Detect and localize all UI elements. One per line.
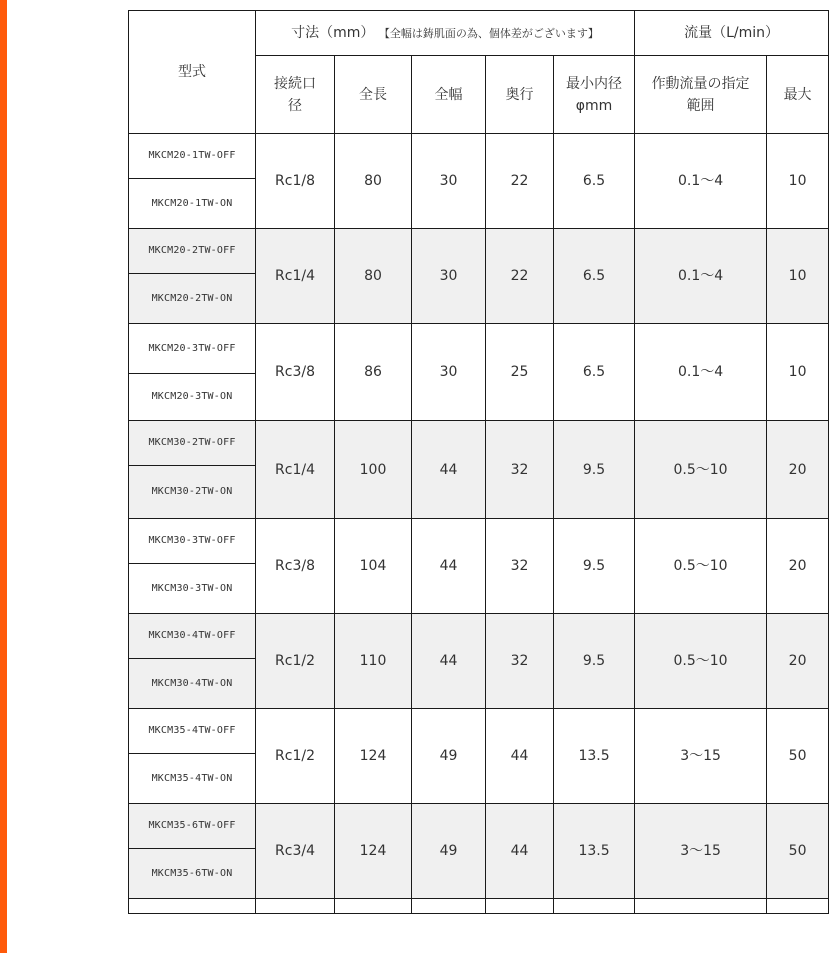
model-off: MKCM30-3TW-OFF [129,519,256,564]
cell-port: Rc1/2 [256,709,335,804]
model-on: MKCM20-2TW-ON [129,274,256,324]
cell-max: 50 [767,709,829,804]
spec-table [128,10,829,914]
header-width: 全幅 [412,56,486,134]
spec-table-container [128,10,829,914]
cell-bore: 6.5 [554,229,635,324]
cell-max: 10 [767,324,829,421]
header-dimensions-note: 【全幅は鋳肌面の為、個体差がございます】 [378,26,599,40]
cell-length: 80 [335,134,412,229]
cell-port: Rc3/8 [256,519,335,614]
cell-length: 124 [335,709,412,804]
cell-port: Rc1/4 [256,229,335,324]
table-row [129,134,829,179]
cell-range: 3～15 [635,804,767,899]
table-row [129,229,829,274]
cell-max: 20 [767,614,829,709]
model-on: MKCM20-1TW-ON [129,179,256,229]
cell-bore: 9.5 [554,421,635,519]
cell-bore: 9.5 [554,614,635,709]
cell-range: 3～15 [635,709,767,804]
model-off: MKCM20-2TW-OFF [129,229,256,274]
header-model: 型式 [129,11,256,134]
cell-depth: 32 [486,614,554,709]
model-off: MKCM35-6TW-OFF [129,804,256,849]
cell-bore: 6.5 [554,324,635,421]
header-max: 最大 [767,56,829,134]
cell-max: 50 [767,804,829,899]
cell-range: 0.1～4 [635,324,767,421]
cell-length: 86 [335,324,412,421]
cell-depth: 44 [486,804,554,899]
cell-max: 10 [767,229,829,324]
cell-range: 0.1～4 [635,134,767,229]
cell-port: Rc3/4 [256,804,335,899]
table-row [129,804,829,849]
cell-port: Rc1/8 [256,134,335,229]
cell-bore: 6.5 [554,134,635,229]
cell-max: 20 [767,421,829,519]
cell-max: 10 [767,134,829,229]
header-dimensions-label: 寸法（mm） [291,24,375,41]
table-row [129,421,829,466]
table-row [129,324,829,374]
cell-port: Rc1/2 [256,614,335,709]
header-dimensions [256,11,635,56]
table-row [129,709,829,754]
header-port [256,56,335,134]
cell-depth: 22 [486,134,554,229]
cell-length: 100 [335,421,412,519]
cell-width: 30 [412,324,486,421]
cell-length: 124 [335,804,412,899]
cell-length: 110 [335,614,412,709]
model-on: MKCM35-6TW-ON [129,849,256,899]
cell-length: 80 [335,229,412,324]
model-off: MKCM35-4TW-OFF [129,709,256,754]
model-off: MKCM30-2TW-OFF [129,421,256,466]
cell-width: 30 [412,134,486,229]
header-flow: 流量（L/min） [635,11,829,56]
model-on: MKCM20-3TW-ON [129,374,256,421]
header-port-text: 接続口径 [274,75,316,114]
model-on: MKCM30-2TW-ON [129,466,256,519]
cell-width: 49 [412,709,486,804]
cell-range: 0.5～10 [635,614,767,709]
header-flow-range-text: 作動流量の指定範囲 [651,75,750,114]
header-min-bore [554,56,635,134]
cell-width: 30 [412,229,486,324]
cell-width: 44 [412,519,486,614]
cell-bore: 13.5 [554,804,635,899]
cell-depth: 44 [486,709,554,804]
table-row [129,614,829,659]
model-off: MKCM30-4TW-OFF [129,614,256,659]
cell-max: 20 [767,519,829,614]
left-accent-bar [0,0,7,953]
header-flow-range [635,56,767,134]
model-on: MKCM30-4TW-ON [129,659,256,709]
cell-width: 44 [412,421,486,519]
cell-depth: 32 [486,519,554,614]
cell-depth: 32 [486,421,554,519]
cell-bore: 13.5 [554,709,635,804]
cell-bore: 9.5 [554,519,635,614]
model-off: MKCM20-1TW-OFF [129,134,256,179]
cell-depth: 25 [486,324,554,421]
cell-port: Rc3/8 [256,324,335,421]
header-length: 全長 [335,56,412,134]
cell-depth: 22 [486,229,554,324]
model-off: MKCM20-3TW-OFF [129,324,256,374]
header-min-bore-text: 最小内径φmm [566,75,623,114]
model-on: MKCM30-3TW-ON [129,564,256,614]
model-on: MKCM35-4TW-ON [129,754,256,804]
header-depth: 奥行 [486,56,554,134]
cell-range: 0.5～10 [635,421,767,519]
cell-width: 49 [412,804,486,899]
cell-range: 0.5～10 [635,519,767,614]
cell-range: 0.1～4 [635,229,767,324]
table-row [129,519,829,564]
table-row-partial [129,899,829,914]
cell-port: Rc1/4 [256,421,335,519]
cell-length: 104 [335,519,412,614]
cell-width: 44 [412,614,486,709]
